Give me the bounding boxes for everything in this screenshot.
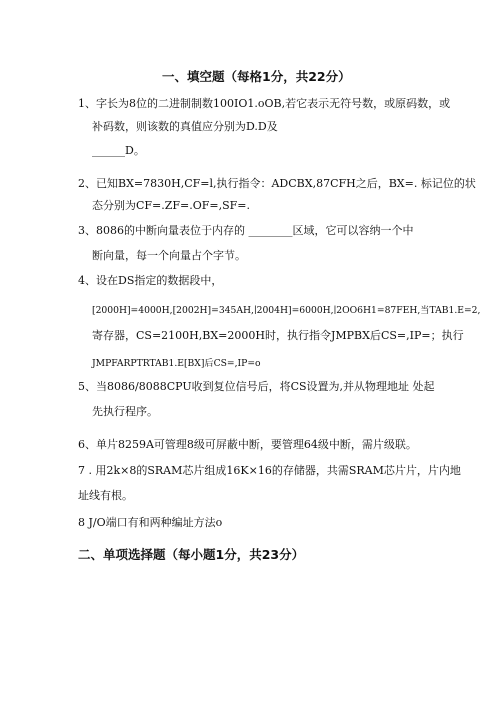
q2-line2: 态分别为CF=.ZF=.OF=,SF=. xyxy=(92,199,250,212)
q5-line1: 5、当8086/8088CPU收到复位信号后，将CS设置为,并从物理地址 处起 xyxy=(78,380,435,393)
q3-line2: 断向量，每一个向量占个字节。 xyxy=(92,249,246,262)
q4-line3: 寄存器，CS=2100H,BX=2000H时，执行指令JMPBX后CS=,IP=；执行 xyxy=(92,329,464,342)
q5-line2: 先执行程序。 xyxy=(92,405,158,418)
q4-line2: [2000H]=4000H,[2002H]=345AH,∣2004H]=6000H,∣2OO6H1=87FEH,当TAB1.E=2, xyxy=(92,305,481,316)
q3-line1: 3、8086的中断向量表位于内存的 ________区域，它可以容纳一个中 xyxy=(78,224,414,237)
q2-line1: 2、已知BX=7830H,CF=l,执行指令：ADCBX,87CFH之后，BX=. 标记位的状 xyxy=(78,177,476,190)
q7-line1: 7 . 用2k×8的SRAM芯片组成16K×16的存储器，共需SRAM芯片片，片内地 xyxy=(78,464,461,477)
q7-line2: 址线有根。 xyxy=(78,489,133,502)
q8-line1: 8 J/O端口有和两种编址方法o xyxy=(78,516,223,529)
q4-line1: 4、设在DS指定的数据段中， xyxy=(78,274,223,287)
q4-line4: JMPFARPTRTAB1.E[BX]后CS=,IP=o xyxy=(92,358,261,369)
q1-line2: 补码数，则该数的真值应分别为D.D及 xyxy=(92,120,278,133)
q1-line3: ______D。 xyxy=(92,144,145,157)
section-title-fill-in: 一、填空题（每格1分，共22分） xyxy=(162,69,351,84)
q6-line1: 6、单片8259A可管理8级可屏蔽中断，要管理64级中断，需片级联。 xyxy=(78,438,417,451)
section-title-single-choice: 二、单项选择题（每小题1分，共23分） xyxy=(78,547,305,562)
q1-line1: 1、字长为8位的二进制制数100IO1.oOB,若它表示无符号数，或原码数，或 xyxy=(78,97,451,110)
